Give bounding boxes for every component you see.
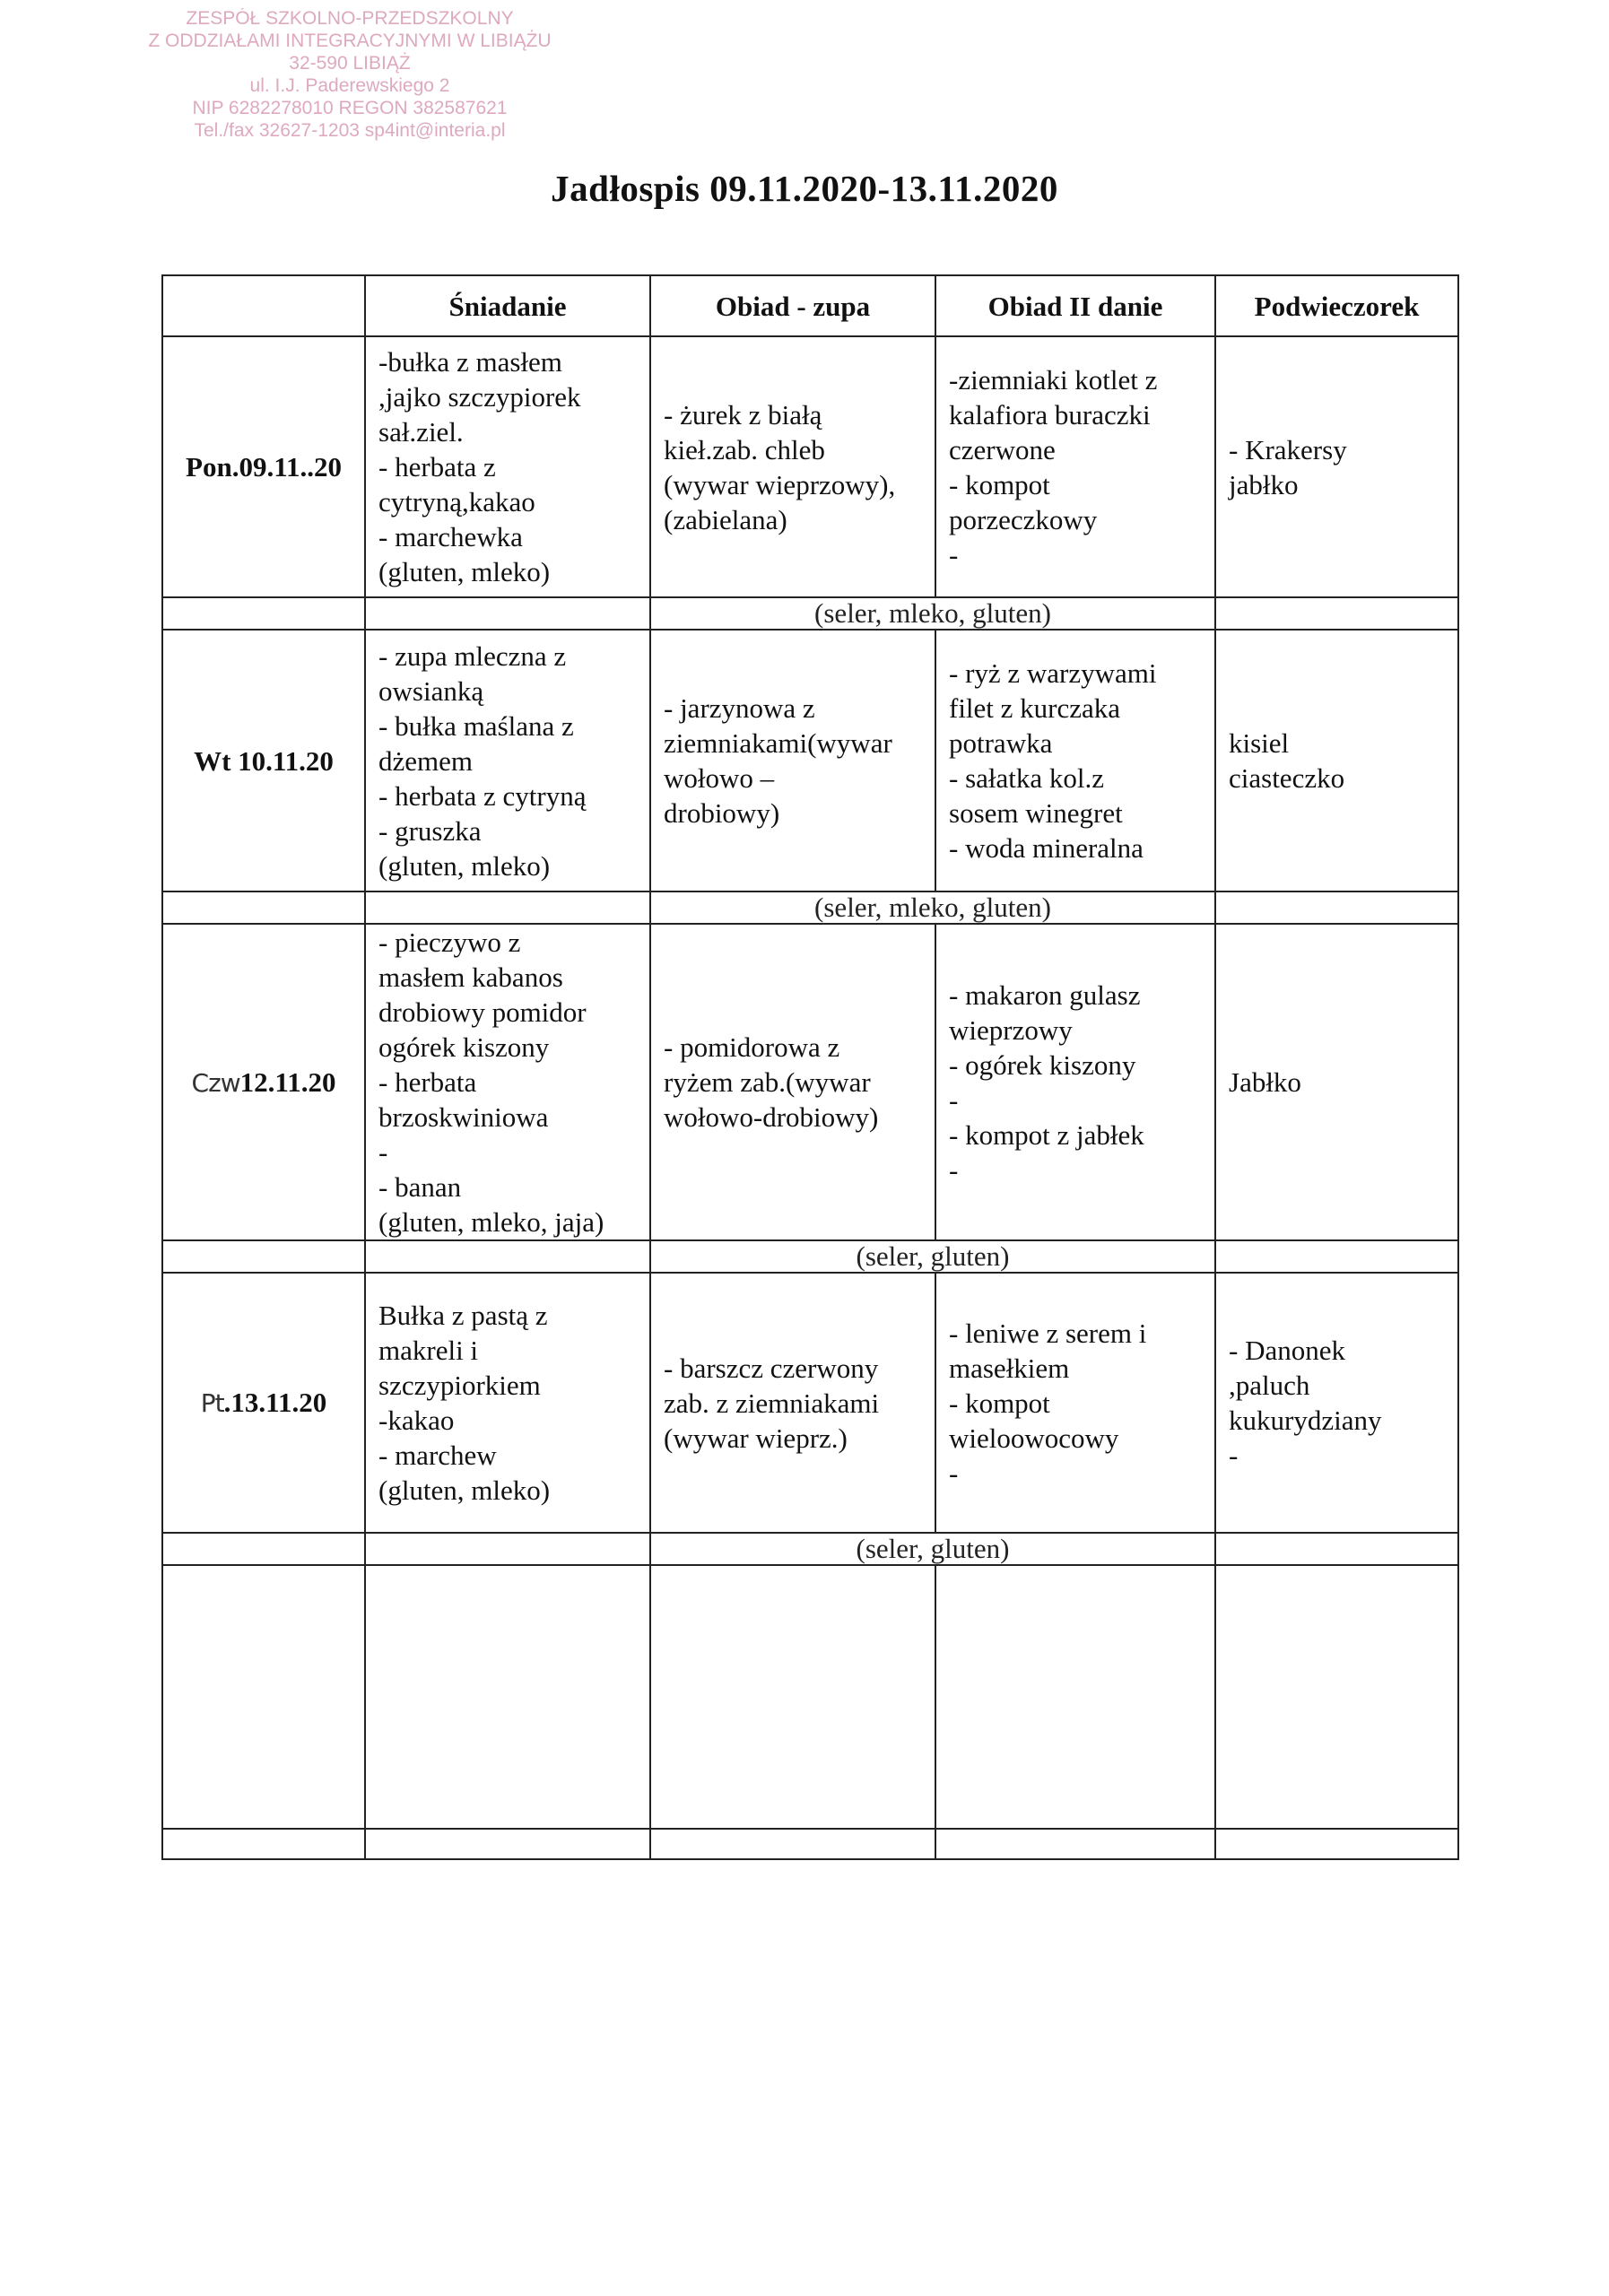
stamp-line: 32-590 LIBIĄŻ [289, 53, 411, 74]
meal-line: - żurek z białą [664, 398, 822, 430]
header-snack: Podwieczorek [1215, 275, 1458, 336]
meal-line: (gluten, mleko) [378, 849, 551, 882]
meal-line: Bułka z pastą z [378, 1300, 548, 1331]
meal-line: - [378, 1136, 388, 1168]
allergen-empty-cell [1215, 1240, 1458, 1273]
empty-row [162, 1565, 1458, 1829]
meal-line: -bułka z masłem [378, 346, 562, 378]
day-label [162, 630, 365, 891]
empty-row [162, 1829, 1458, 1859]
menu-body [162, 336, 1458, 1859]
meal-line: kieł.zab. chleb [664, 433, 825, 465]
stamp-line: Z ODDZIAŁAMI INTEGRACYJNYMI W LIBIĄŻU [148, 30, 552, 51]
meal-soup [650, 924, 935, 1240]
meal-line: - pieczywo z [378, 926, 521, 958]
meal-line: - pomidorowa z [664, 1031, 840, 1063]
meal-line: ,paluch [1229, 1370, 1310, 1401]
meal-line: wołowo-drobiowy) [664, 1101, 879, 1133]
allergen-empty-cell [365, 891, 650, 924]
meal-soup [650, 630, 935, 891]
meal-line: Jabłko [1229, 1066, 1301, 1098]
allergen-empty-cell [1215, 1533, 1458, 1565]
meal-line: - banan [378, 1171, 462, 1203]
meal-line: sał.ziel. [378, 416, 464, 448]
meal-line: ogórek kiszony [378, 1031, 550, 1063]
meal-line: (wywar wieprz.) [664, 1422, 848, 1454]
header-main: Obiad II danie [935, 275, 1215, 336]
empty-cell [1215, 1565, 1458, 1829]
meal-line: wołowo – [664, 762, 775, 794]
allergen-cell [650, 597, 1215, 630]
meal-main [935, 924, 1215, 1240]
allergen-empty-cell [365, 1533, 650, 1565]
meal-line: (gluten, mleko) [378, 556, 551, 587]
allergen-row [162, 1533, 1458, 1565]
empty-cell [162, 1829, 365, 1859]
meal-line: szczypiorkiem [378, 1370, 541, 1401]
meal-line: - [949, 1083, 959, 1116]
allergen-cell [650, 1240, 1215, 1273]
meal-line: - ogórek kiszony [949, 1048, 1136, 1081]
meal-line: - [1229, 1439, 1239, 1471]
empty-cell [365, 1829, 650, 1859]
meal-line: - Danonek [1229, 1335, 1345, 1366]
meal-line: - marchew [378, 1439, 497, 1471]
meal-line: - kompot [949, 1387, 1050, 1419]
meal-snack [1215, 924, 1458, 1240]
meal-snack [1215, 336, 1458, 597]
day-label [162, 924, 365, 1240]
day-row [162, 336, 1458, 597]
meal-line: (gluten, mleko) [378, 1474, 551, 1506]
meal-line: - bułka maślana z [378, 709, 574, 742]
meal-breakfast [365, 924, 650, 1240]
meal-line: (wywar wieprzowy), [664, 468, 896, 500]
meal-breakfast [365, 630, 650, 891]
school-stamp [144, 7, 556, 142]
header-breakfast: Śniadanie [365, 275, 650, 336]
meal-line: - gruszka [378, 814, 482, 847]
day-row [162, 924, 1458, 1240]
allergen-text: (seler, gluten) [856, 1240, 1010, 1272]
meal-line: potrawka [949, 727, 1053, 759]
allergen-empty-cell [365, 597, 650, 630]
meal-line: zab. z ziemniakami [664, 1387, 880, 1419]
empty-cell [1215, 1829, 1458, 1859]
allergen-row [162, 891, 1458, 924]
meal-line: ziemniakami(wywar [664, 727, 892, 759]
handwritten-day-prefix: Czw [191, 1067, 240, 1098]
meal-snack [1215, 630, 1458, 891]
allergen-text: (seler, gluten) [856, 1533, 1010, 1564]
meal-line: (gluten, mleko, jaja) [378, 1206, 604, 1238]
meal-main [935, 336, 1215, 597]
meal-line: - woda mineralna [949, 832, 1144, 864]
meal-line: - Krakersy [1229, 433, 1347, 465]
stamp-line: ZESPÓŁ SZKOLNO-PRZEDSZKOLNY [186, 8, 514, 29]
meal-line: porzeczkowy [949, 503, 1098, 535]
allergen-empty-cell [162, 1533, 365, 1565]
allergen-text: (seler, mleko, gluten) [814, 891, 1051, 923]
empty-cell [162, 1565, 365, 1829]
meal-snack [1215, 1273, 1458, 1533]
meal-line: - leniwe z serem i [949, 1317, 1147, 1349]
meal-line: - jarzynowa z [664, 692, 815, 724]
meal-breakfast [365, 336, 650, 597]
allergen-row [162, 1240, 1458, 1273]
day-date: Pon.09.11..20 [186, 451, 342, 483]
allergen-row [162, 597, 1458, 630]
meal-line: - herbata [378, 1066, 477, 1098]
header-empty [162, 275, 365, 336]
meal-line: kalafiora buraczki [949, 398, 1151, 430]
meal-line: filet z kurczaka [949, 692, 1121, 724]
stamp-line: ul. I.J. Paderewskiego 2 [249, 75, 450, 96]
meal-line: (zabielana) [664, 503, 787, 535]
allergen-empty-cell [1215, 597, 1458, 630]
meal-line: makreli i [378, 1335, 479, 1366]
meal-breakfast [365, 1273, 650, 1533]
stamp-line: NIP 6282278010 REGON 382587621 [192, 98, 508, 118]
allergen-empty-cell [162, 891, 365, 924]
day-date: Wt 10.11.20 [194, 744, 334, 777]
meal-line: - herbata z [378, 451, 496, 483]
meal-line: ,jajko szczypiorek [378, 381, 581, 413]
meal-line: - ryż z warzywami [949, 657, 1157, 689]
allergen-cell [650, 891, 1215, 924]
meal-line: owsianką [378, 674, 484, 707]
meal-line: - sałatka kol.z [949, 762, 1105, 794]
menu-table [161, 274, 1459, 1860]
meal-main [935, 1273, 1215, 1533]
meal-line: drobiowy) [664, 797, 780, 829]
meal-line: brzoskwiniowa [378, 1101, 549, 1133]
empty-cell [935, 1565, 1215, 1829]
empty-cell [365, 1565, 650, 1829]
meal-line: kukurydziany [1229, 1405, 1382, 1436]
stamp-line: Tel./fax 32627-1203 sp4int@interia.pl [194, 120, 506, 141]
meal-line: -kakao [378, 1405, 455, 1436]
meal-line: wieloowocowy [949, 1422, 1119, 1454]
meal-line: jabłko [1229, 468, 1299, 500]
empty-cell [650, 1565, 935, 1829]
day-date: .13.11.20 [223, 1387, 327, 1418]
empty-cell [935, 1829, 1215, 1859]
day-label [162, 1273, 365, 1533]
meal-line: - barszcz czerwony [664, 1352, 879, 1384]
meal-line: masełkiem [949, 1352, 1070, 1384]
meal-soup [650, 1273, 935, 1533]
meal-line: - makaron gulasz [949, 978, 1141, 1011]
handwritten-day-prefix: Pt [200, 1388, 224, 1418]
meal-soup [650, 336, 935, 597]
day-label [162, 336, 365, 597]
meal-main [935, 630, 1215, 891]
meal-line: - kompot z jabłek [949, 1118, 1144, 1151]
meal-line: sosem winegret [949, 797, 1123, 829]
empty-cell [650, 1829, 935, 1859]
meal-line: kisiel [1229, 727, 1290, 759]
meal-line: -ziemniaki kotlet z [949, 363, 1158, 396]
allergen-empty-cell [162, 1240, 365, 1273]
meal-line: drobiowy pomidor [378, 996, 587, 1028]
meal-line: - [949, 1153, 959, 1186]
allergen-empty-cell [162, 597, 365, 630]
day-row [162, 1273, 1458, 1533]
meal-line: - zupa mleczna z [378, 639, 567, 672]
page-title: Jadłospis 09.11.2020-13.11.2020 [551, 168, 1058, 209]
meal-line: wieprzowy [949, 1013, 1073, 1046]
meal-line: ciasteczko [1229, 762, 1345, 794]
meal-line: ryżem zab.(wywar [664, 1066, 871, 1098]
allergen-empty-cell [1215, 891, 1458, 924]
allergen-cell [650, 1533, 1215, 1565]
meal-line: - herbata z cytryną [378, 779, 587, 812]
allergen-empty-cell [365, 1240, 650, 1273]
meal-line: - kompot [949, 468, 1050, 500]
meal-line: czerwone [949, 433, 1056, 465]
header-row [162, 275, 1458, 336]
day-row [162, 630, 1458, 891]
meal-line: - [949, 1457, 959, 1489]
meal-line: cytryną,kakao [378, 486, 535, 517]
header-soup: Obiad - zupa [650, 275, 935, 336]
day-date: 12.11.20 [239, 1065, 336, 1098]
meal-line: - [949, 538, 959, 570]
meal-line: - marchewka [378, 521, 523, 552]
meal-line: masłem kabanos [378, 961, 563, 993]
allergen-text: (seler, mleko, gluten) [814, 597, 1051, 629]
meal-line: dżemem [378, 744, 474, 777]
